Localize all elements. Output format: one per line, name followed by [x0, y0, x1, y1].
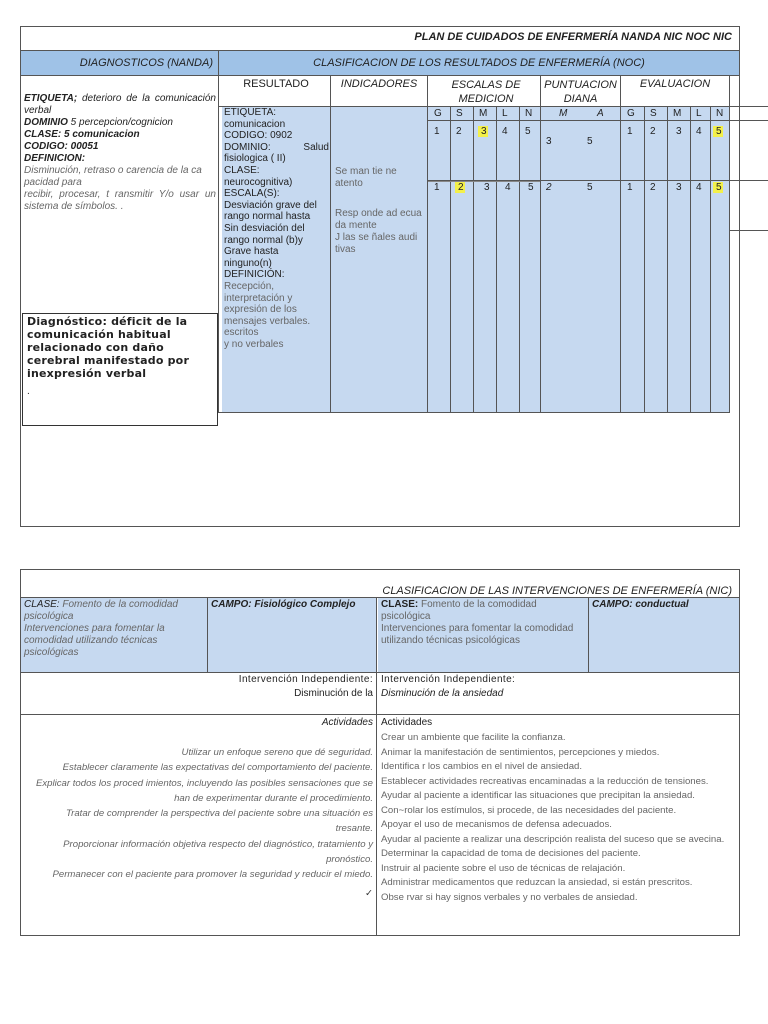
eval-header-m: M [673, 108, 682, 119]
resultado-comunicacion: comunicacion [224, 118, 286, 130]
nic-left-intervencion [24, 673, 373, 701]
row2-scale-1: 1 [434, 182, 440, 193]
escalas-bg [428, 106, 540, 412]
resultado-fisiologica: fisiologica ( II) [224, 153, 286, 165]
row1-scale-5: 5 [525, 126, 531, 137]
nic-left-interv-label: Intervención Independiente: [238, 674, 373, 685]
row2-eval-1: 1 [627, 182, 633, 193]
nic-left-clase-label: CLASE: [24, 599, 60, 610]
plan-title: PLAN DE CUIDADOS DE ENFERMERÍA NANDA NIC NOC NIC [414, 31, 732, 43]
nic-right-act-label: Actividades [381, 717, 433, 728]
row2-scale-4: 4 [505, 182, 511, 193]
check-icon: ✓ [364, 887, 373, 899]
row1-scale-3: 3 [478, 126, 488, 137]
left-activity: Permanecer con el paciente para promover la seguridad y reducir el miedo. [52, 869, 373, 881]
diana-header-a: A [597, 108, 604, 119]
diag-clase: CLASE: 5 comunicacion [24, 129, 140, 140]
diagnosis-block [24, 93, 216, 213]
row1-diana-a: 5 [587, 136, 593, 147]
right-activity: Ayudar al paciente a realizar una descripción realista del suceso que se avecina. [381, 833, 725, 845]
nic-right-campo: CAMPO: conductual [592, 599, 689, 610]
right-activity: Crear un ambiente que facilite la confianza. [381, 732, 566, 743]
eval-header-g: G [627, 108, 635, 119]
col-puntuacion: PUNTUACION DIANA [544, 79, 617, 105]
resultado-escalas: ESCALA(S): [224, 188, 280, 200]
diagnosis-statement: Diagnóstico: déficit de la comunicación habitual relacionado con daño cerebral manifestado por inexpresión verbal [27, 315, 190, 380]
eval-header-s: S [650, 108, 657, 119]
resultado-etiqueta: ETIQUETA: [224, 107, 277, 118]
diagnosis-dot: . [27, 386, 30, 397]
row2-scale-5: 5 [528, 182, 534, 193]
diag-definicion-label: DEFINICION: [24, 153, 86, 164]
row2-diana-m: 2 [546, 182, 552, 193]
right-activity: Instruir al paciente sobre el uso de técnicas de relajación. [381, 862, 626, 874]
indicador-1-line2: atento [335, 178, 363, 189]
nic-right-interv-text: Disminución de la ansiedad [381, 688, 504, 699]
nic-right-clase [381, 599, 586, 647]
row1-eval-5: 5 [713, 126, 723, 137]
left-activity: Tratar de comprender la perspectiva del paciente sobre una situación es [66, 808, 373, 820]
row2-eval-2: 2 [650, 182, 656, 193]
nic-left-act-label: Actividades [321, 717, 373, 728]
eval-bg [621, 106, 729, 412]
nic-right-clase-text2: Intervenciones para fomentar la comodidad utilizando técnicas psicológicas [381, 623, 574, 646]
row1-eval-2: 2 [650, 126, 656, 137]
left-activity: han de experimentar durante el procedimiento. [174, 792, 373, 804]
resultado-line16: Recepción, [224, 280, 275, 292]
indicador-2-line2: da mente [335, 220, 377, 231]
row2-diana-a: 5 [587, 182, 593, 193]
nic-left-clase-text: Fomento de la comodidad psicológica [24, 599, 178, 622]
resultado-text [224, 107, 329, 350]
resultado-line9: Desviación grave del [224, 199, 317, 211]
resultado-line13: Grave hasta [224, 246, 279, 258]
scale-header-m: M [479, 108, 488, 119]
right-activity: Con~rolar los estímulos, si procede, de las necesidades del paciente. [381, 804, 677, 816]
indicadores-bg [331, 106, 427, 412]
row2-eval-4: 4 [696, 182, 702, 193]
row2-eval-3: 3 [676, 182, 682, 193]
nic-right-clase-label: CLASE: [381, 599, 419, 610]
indicador-2-line4: tivas [335, 244, 356, 255]
col-resultado: RESULTADO [243, 78, 309, 90]
diag-etiqueta-label: ETIQUETA; [24, 93, 78, 104]
scale-header-n: N [525, 108, 533, 119]
diag-header: DIAGNOSTICOS (NANDA) [79, 57, 213, 69]
row1-scale-1: 1 [434, 126, 440, 137]
scale-header-l: L [502, 108, 508, 119]
indicador-2-line1: Resp onde ad ecua [335, 208, 422, 219]
left-activity: Proporcionar información objetiva respecto del diagnóstico, tratamiento y [63, 838, 373, 850]
indicador-2 [335, 208, 427, 256]
resultado-dominio-row [224, 142, 329, 154]
resultado-line10: rango normal hasta [224, 211, 311, 223]
row1-eval-3: 3 [676, 126, 682, 137]
col-indicadores: INDICADORES [340, 78, 418, 90]
row2-scale-2: 2 [455, 182, 465, 193]
col-evaluacion: EVALUACION [639, 78, 711, 90]
resultado-neurocognitiva: neurocognitiva) [224, 176, 293, 188]
resultado-line11: Sin desviación del [224, 222, 305, 234]
nic-right-interv-label: Intervención Independiente: [381, 674, 516, 685]
row1-scale-2: 2 [456, 126, 462, 137]
eval-header-n: N [716, 108, 724, 119]
right-activity: Establecer actividades recreativas encaminadas a la reducción de tensiones. [381, 775, 709, 787]
resultado-codigo: CODIGO: 0902 [224, 130, 293, 142]
nic-title: CLASIFICACION DE LAS INTERVENCIONES DE ENFERMERÍA (NIC) [382, 585, 732, 597]
nic-right-clase-text: Fomento de la comodidad psicológica [381, 599, 537, 622]
right-activity: Administrar medicamentos que reduzcan la ansiedad, si están prescritos. [381, 877, 693, 888]
diag-definicion-text2: recibir, procesar, t ransmitir Y/o usar un sistema de símbolos. . [24, 189, 216, 212]
resultado-line20: escritos [224, 327, 259, 339]
right-activity: Determinar la capacidad de toma de decisiones del paciente. [381, 848, 641, 859]
eval-header-l: L [696, 108, 702, 119]
resultado-line18: expresión de los [224, 304, 297, 316]
col-escalas: ESCALAS DE MEDICION [451, 79, 521, 105]
left-activity: Establecer claramente las expectativas del comportamiento del paciente. [62, 762, 373, 774]
row1-eval-4: 4 [696, 126, 702, 137]
diana-bg [541, 106, 620, 412]
resultado-dominio: DOMINIO: [224, 141, 271, 153]
left-activity: Utilizar un enfoque sereno que dé seguridad. [181, 747, 373, 758]
diag-dominio-label: DOMINIO [24, 117, 68, 128]
diagnosis-box [22, 313, 218, 426]
row2-scale-3: 3 [484, 182, 490, 193]
nic-left-clase-text2: Intervenciones para fomentar la comodidad utilizando técnicas psicológicas [24, 623, 165, 658]
row1-scale-4: 4 [502, 126, 508, 137]
indicador-1 [335, 166, 427, 190]
resultado-line12: rango normal (b)y [224, 234, 303, 246]
diag-definicion-text: Disminución, retraso o carencia de la ca pacidad para [24, 165, 202, 188]
resultado-line19: mensajes verbales. [224, 315, 311, 327]
resultado-line21: y no verbales [224, 338, 284, 350]
right-activity: Obse rvar si hay signos verbales y no verbales de ansiedad. [381, 891, 638, 903]
left-activity: Explicar todos los proced imientos, incluyendo las posibles sensaciones que se [35, 777, 373, 789]
row2-eval-5: 5 [713, 182, 723, 193]
left-activity: pronóstico. [326, 854, 373, 866]
indicador-1-line1: Se man tie ne [335, 166, 397, 177]
diag-dominio-text: 5 percepcion/cognicion [67, 117, 173, 128]
nic-left-campo: CAMPO: Fisiológico Complejo [211, 599, 356, 610]
right-activity: Apoyar el uso de mecanismos de defensa adecuados. [381, 819, 612, 830]
nic-left-clase [24, 599, 204, 659]
indicador-2-line3: J las se ñales audi [335, 232, 418, 243]
diana-header-m: M [559, 108, 568, 119]
right-activity: Identifica r los cambios en el nivel de ansiedad. [381, 761, 583, 772]
resultado-clase: CLASE: [224, 164, 260, 176]
nic-left-activities [24, 745, 373, 901]
resultado-definicion: DEFINICIÓN: [224, 269, 285, 281]
resultado-line17: interpretación y [224, 292, 293, 304]
row1-diana-m: 3 [546, 136, 552, 147]
right-activity: Animar la manifestación de sentimientos, percepciones y miedos. [381, 746, 660, 758]
nic-right-activities [381, 731, 739, 905]
diag-codigo: CODIGO: 00051 [24, 141, 99, 152]
resultado-salud: Salud [303, 141, 329, 153]
row1-eval-1: 1 [627, 126, 633, 137]
left-activity: tresante. [335, 823, 373, 835]
nic-left-interv-text: Disminución de la [294, 688, 373, 699]
scale-header-s: S [456, 108, 463, 119]
scale-header-g: G [434, 108, 442, 119]
nic-right-intervencion [381, 673, 736, 701]
right-activity: Ayudar al paciente a identificar las situaciones que precipitan la ansiedad. [381, 790, 695, 801]
resultado-line14: ninguno(n) [224, 257, 272, 269]
noc-header: CLASIFICACION DE LOS RESULTADOS DE ENFERMERÍA (NOC) [313, 57, 645, 69]
diag-etiqueta-text: deterioro de la comunicación verbal [24, 93, 216, 116]
